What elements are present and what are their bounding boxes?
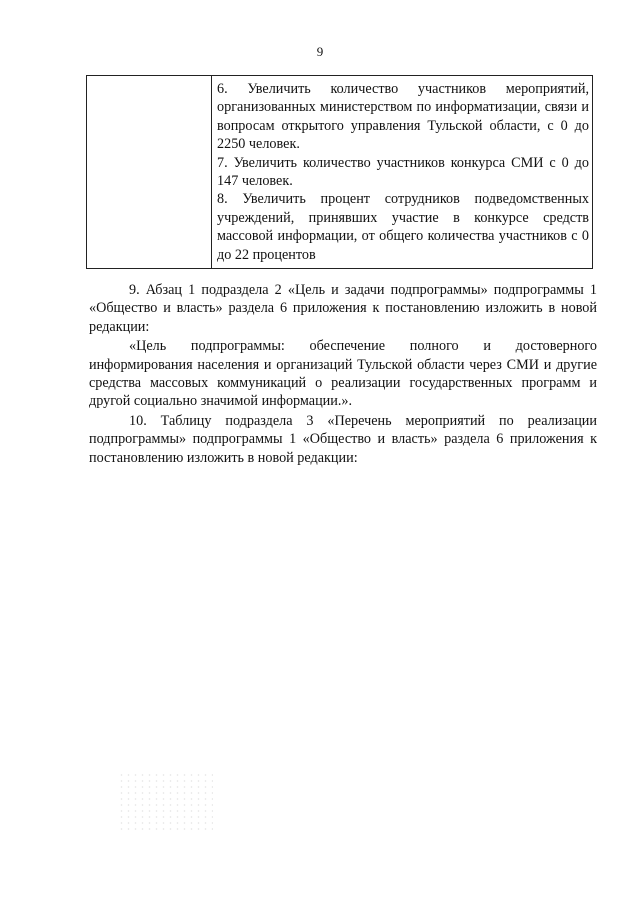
table-cell-indicators xyxy=(212,76,593,269)
page-number: 9 xyxy=(316,44,324,59)
indicator-item-6: 6. Увеличить количество участников мероприятий, организованных министерством по информатизации, связи и вопросам открытого управления Тульской области, с 0 до 2250 человек. xyxy=(217,81,589,153)
scan-artifact xyxy=(118,772,213,830)
paragraph-goal-quote: «Цель подпрограммы: обеспечение полного и достоверного информирования населения и организаций Тульской области через СМИ и другие средства массовых коммуникаций о реализации государственных программ и другой социально значимой информации.». xyxy=(89,338,597,410)
document-body xyxy=(89,281,597,467)
paragraph-10: 10. Таблицу подраздела 3 «Перечень мероприятий по реализации подпрограммы» подпрограммы 1 «Общество и власть» раздела 6 приложения к постановлению изложить в новой редакции: xyxy=(89,412,597,466)
table-row xyxy=(87,76,593,269)
indicator-item-8: 8. Увеличить процент сотрудников подведомственных учреждений, принявших участие в конкурсе средств массовой информации, от общего количества участников с 0 до 22 процентов xyxy=(217,191,589,263)
indicator-item-7: 7. Увеличить количество участников конкурса СМИ с 0 до 147 человек. xyxy=(217,154,589,190)
paragraph-9: 9. Абзац 1 подраздела 2 «Цель и задачи подпрограммы» подпрограммы 1 «Общество и власть» раздела 6 приложения к постановлению изложить в новой редакции: xyxy=(89,282,597,335)
table-cell-empty xyxy=(87,76,212,269)
goals-table xyxy=(86,75,593,269)
